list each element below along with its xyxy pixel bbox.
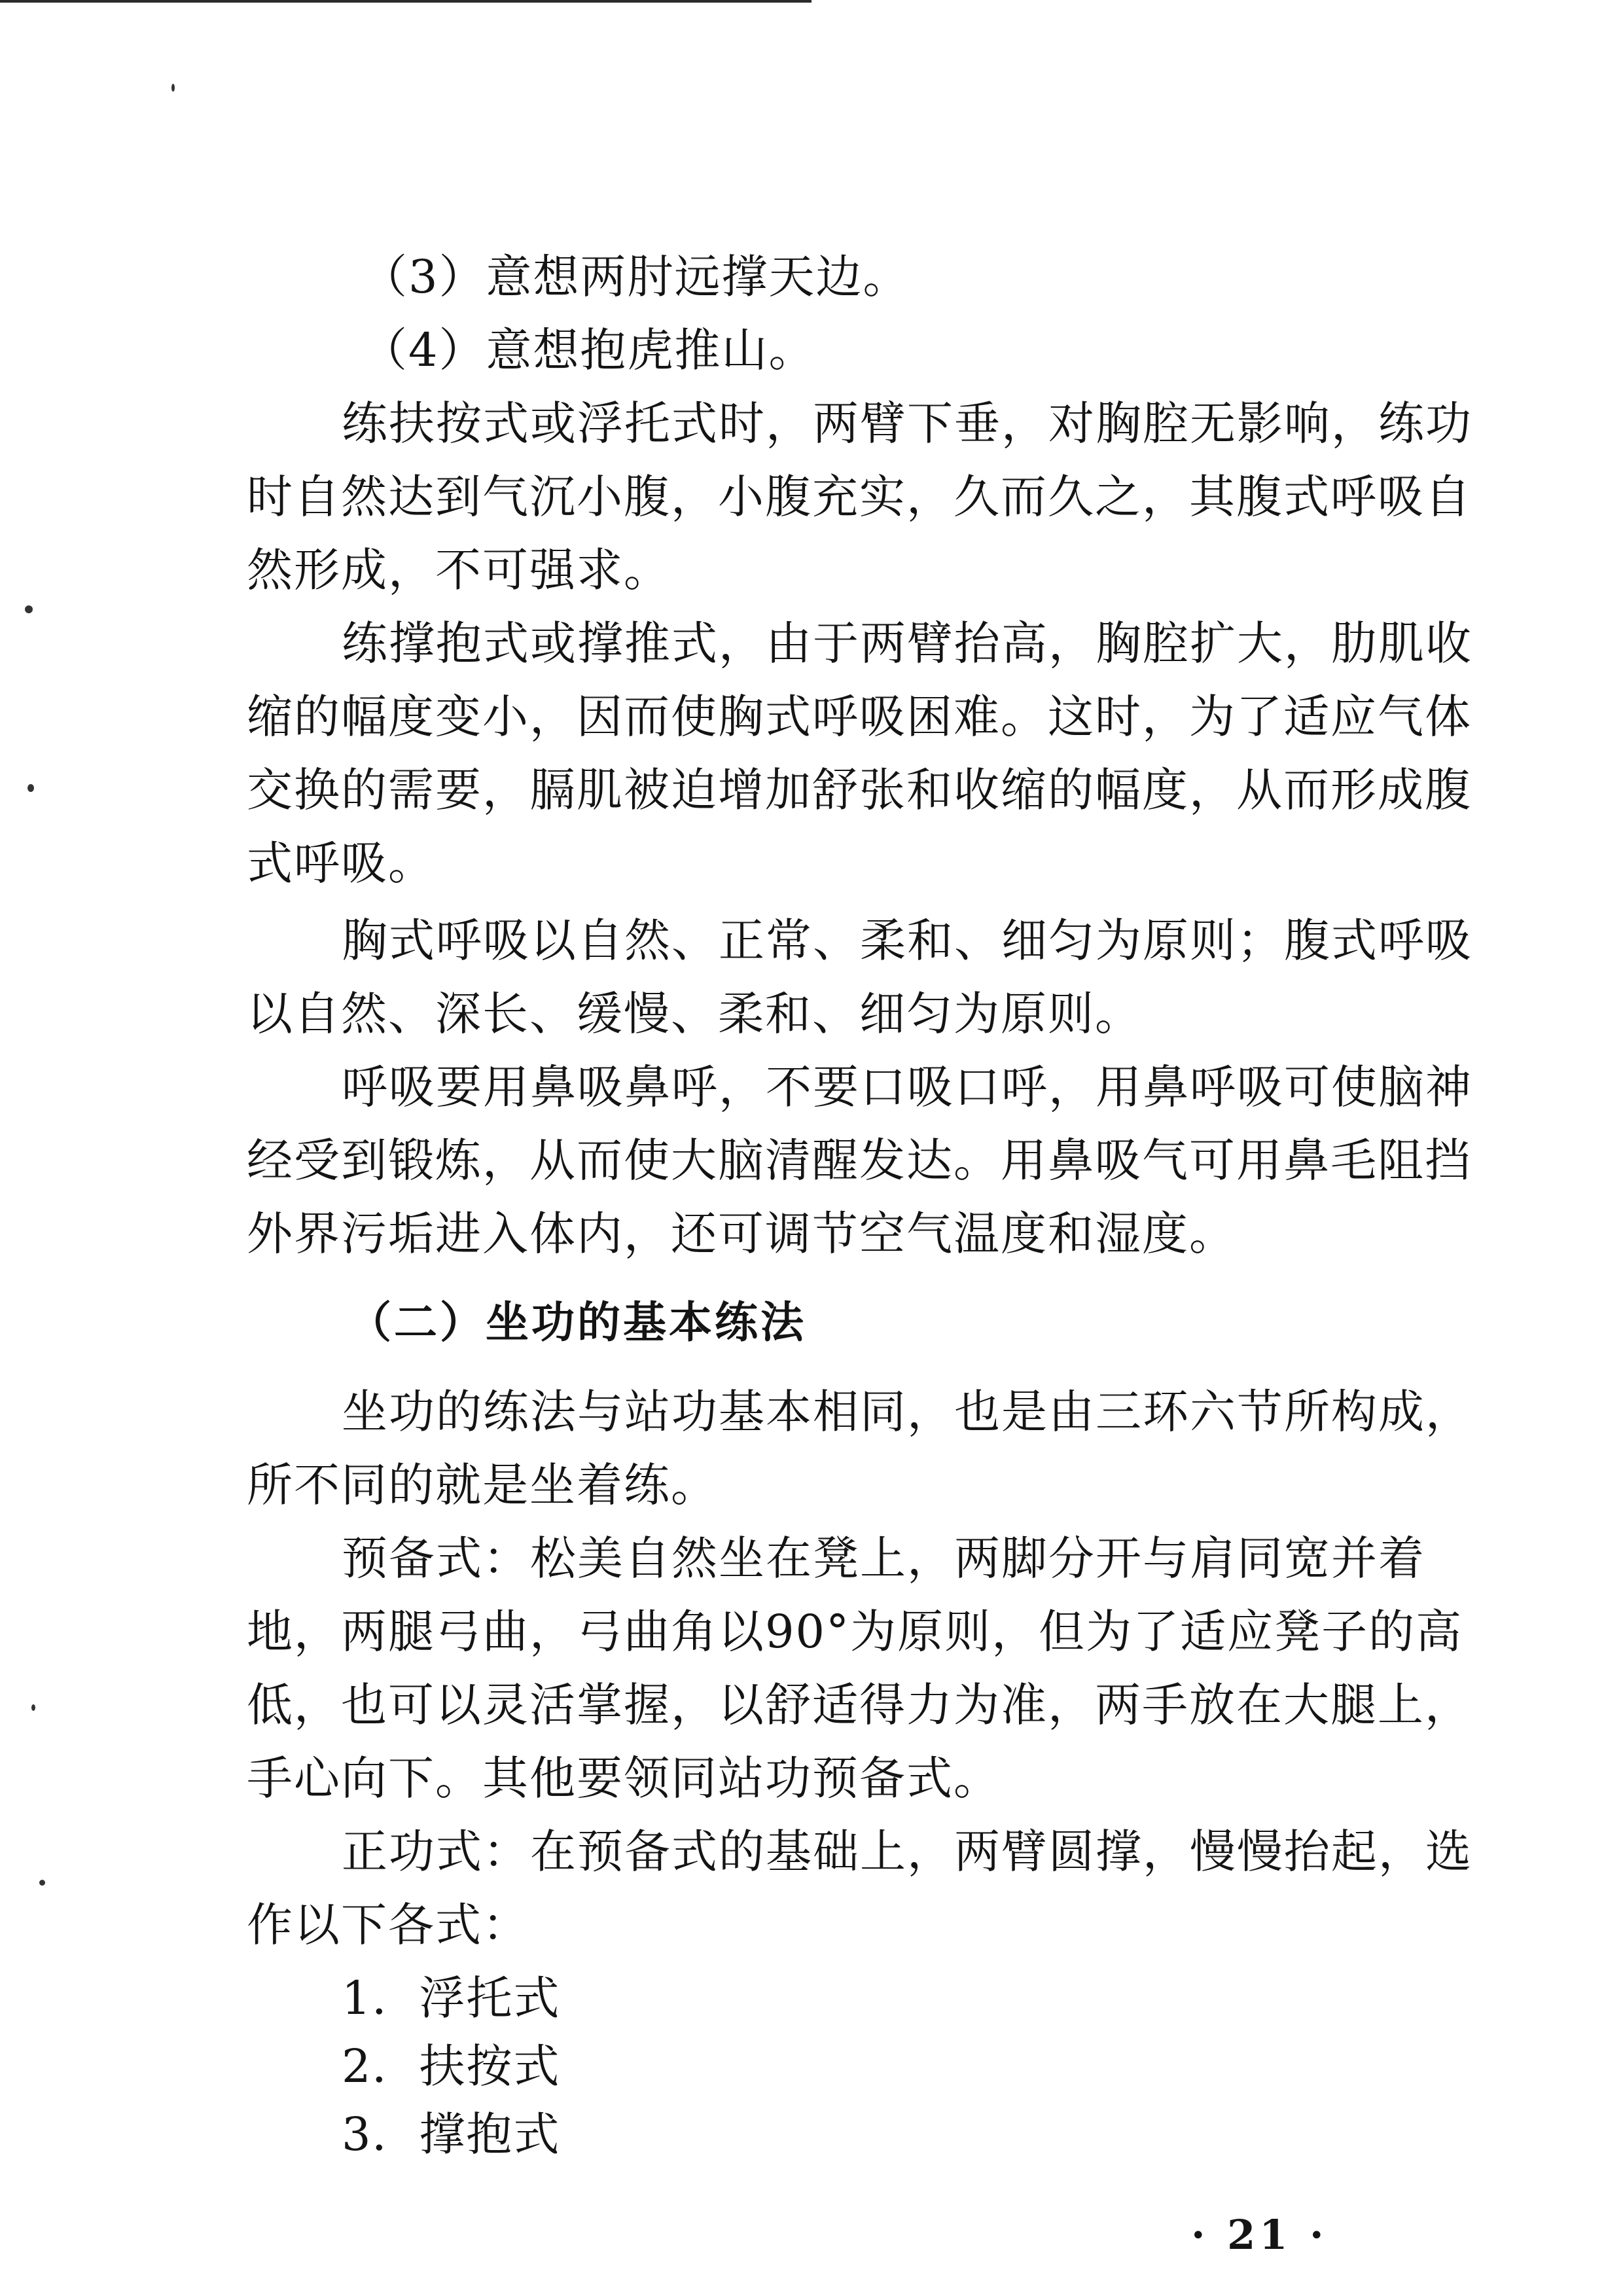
text-line-5: 然形成，不可强求。: [247, 543, 671, 597]
text-line-4: 时自然达到气沉小腹，小腹充实，久而久之，其腹式呼吸自: [247, 470, 1472, 524]
scan-speck: [31, 1704, 35, 1711]
page-number: · 21 ·: [1191, 2211, 1328, 2259]
text-line-12: 呼吸要用鼻吸鼻呼，不要口吸口呼，用鼻呼吸可使脑神: [342, 1060, 1472, 1114]
text-line-7: 缩的幅度变小，因而使胸式呼吸困难。这时，为了适应气体: [247, 690, 1472, 744]
list-item-3: 3．撑抱式: [342, 2108, 561, 2161]
text-line-18: 地，两腿弓曲，弓曲角以90°为原则，但为了适应凳子的高: [247, 1605, 1463, 1659]
text-line-6: 练撑抱式或撑推式，由于两臂抬高，胸腔扩大，肋肌收: [342, 617, 1472, 670]
text-line-10: 胸式呼吸以自然、正常、柔和、细匀为原则；腹式呼吸: [342, 914, 1472, 967]
text-line-1: （3）意想两肘远撑天边。: [361, 250, 910, 304]
section-heading: （二）坐功的基本练法: [348, 1297, 806, 1348]
text-line-14: 外界污垢进入体内，还可调节空气温度和湿度。: [247, 1207, 1236, 1261]
text-line-16: 所不同的就是坐着练。: [247, 1458, 718, 1512]
text-line-2: （4）意想抱虎推山。: [361, 323, 816, 377]
text-line-17: 预备式：松美自然坐在凳上，两脚分开与肩同宽并着: [342, 1532, 1425, 1585]
scan-speck: [39, 1880, 45, 1886]
list-item-1: 1．浮托式: [342, 1971, 561, 2025]
text-line-21: 正功式：在预备式的基础上，两臂圆撑，慢慢抬起，选: [342, 1825, 1472, 1878]
text-line-13: 经受到锻炼，从而使大脑清醒发达。用鼻吸气可用鼻毛阻挡: [247, 1134, 1472, 1187]
scan-speck: [27, 784, 34, 792]
list-item-2: 2．扶按式: [342, 2039, 561, 2093]
text-line-9: 式呼吸。: [247, 836, 435, 890]
scan-speck: [171, 84, 175, 92]
text-line-19: 低，也可以灵活掌握，以舒适得力为准，两手放在大腿上，: [247, 1678, 1472, 1732]
text-line-3: 练扶按式或浮托式时，两臂下垂，对胸腔无影响，练功: [342, 397, 1472, 450]
text-line-15: 坐功的练法与站功基本相同，也是由三环六节所构成，: [342, 1385, 1472, 1439]
text-line-20: 手心向下。其他要领同站功预备式。: [247, 1751, 1001, 1805]
text-line-8: 交换的需要，膈肌被迫增加舒张和收缩的幅度，从而形成腹: [247, 763, 1472, 817]
text-line-22: 作以下各式：: [247, 1898, 529, 1952]
scan-speck: [25, 605, 33, 613]
text-line-11: 以自然、深长、缓慢、柔和、细匀为原则。: [247, 987, 1142, 1041]
top-edge-rule: [0, 0, 812, 3]
